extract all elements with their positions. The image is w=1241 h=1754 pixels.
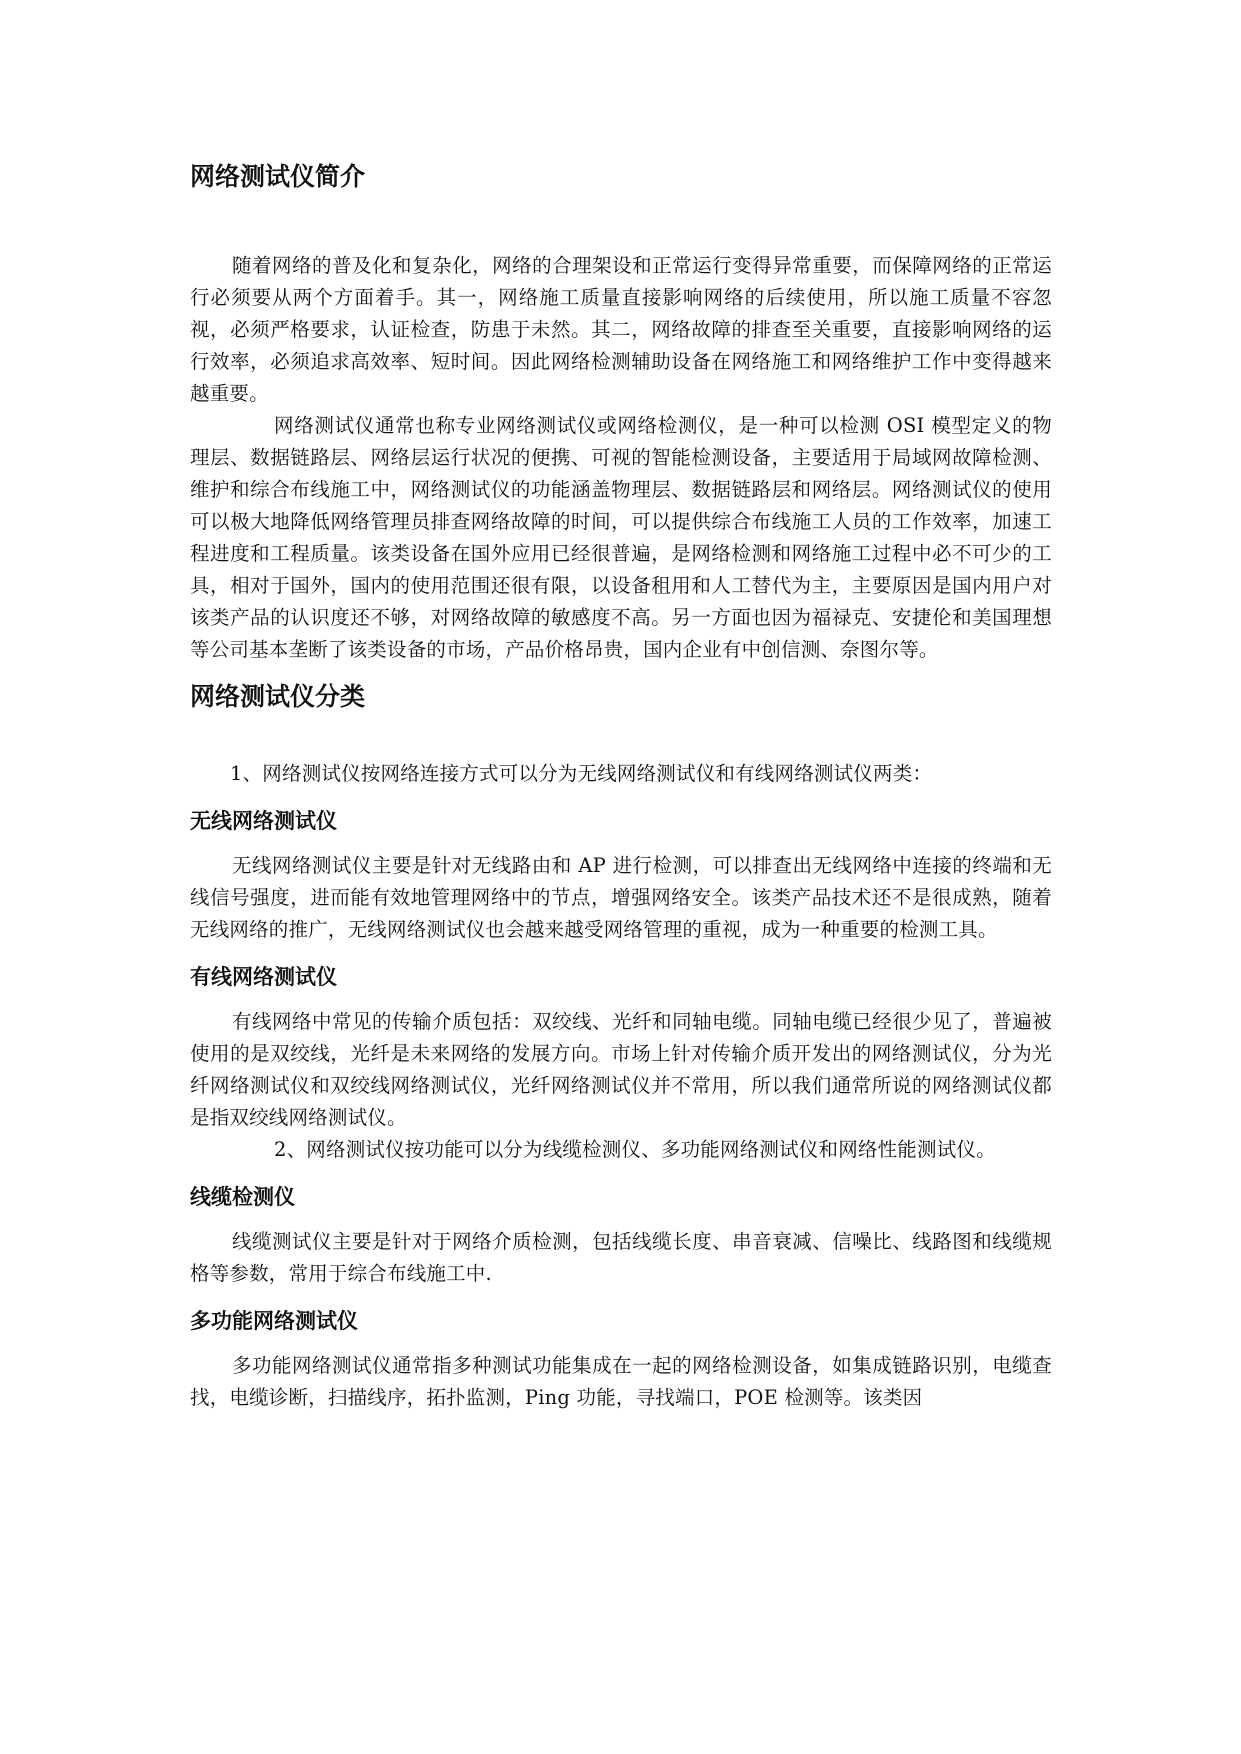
document-body (190, 160, 1052, 1414)
subheading-multifunction-tester: 多功能网络测试仪 (190, 1309, 358, 1333)
paragraph-wireless-tester: 无线网络测试仪主要是针对无线路由和 AP 进行检测，可以排查出无线网络中连接的终端和无线信号强度，进而能有效地管理网络中的节点，增强网络安全。该类产品技术还不是很成熟，随着无线网络的推广，无线网络测试仪也会越来越受网络管理的重视，成为一种重要的检测工具。 (190, 854, 1052, 941)
paragraph-cable-tester: 线缆测试仪主要是针对于网络介质检测，包括线缆长度、串音衰减、信噪比、线路图和线缆规格等参数，常用于综合布线施工中. (190, 1230, 1052, 1285)
subheading-wired-tester: 有线网络测试仪 (190, 965, 337, 989)
section-heading-classification: 网络测试仪分类 (190, 682, 366, 711)
subheading-cable-tester: 线缆检测仪 (190, 1185, 295, 1209)
paragraph-wired-tester: 有线网络中常见的传输介质包括：双绞线、光纤和同轴电缆。同轴电缆已经很少见了，普遍被使用的是双绞线，光纤是未来网络的发展方向。市场上针对传输介质开发出的网络测试仪，分为光纤网络测试仪和双绞线网络测试仪，光纤网络测试仪并不常用，所以我们通常所说的网络测试仪都是指双绞线网络测试仪。 (190, 1010, 1052, 1129)
list-item-classification-1: 1、网络测试仪按网络连接方式可以分为无线网络测试仪和有线网络测试仪两类： (230, 762, 933, 785)
subheading-wireless-tester: 无线网络测试仪 (190, 809, 337, 833)
paragraph-intro-2: 网络测试仪通常也称专业网络测试仪或网络检测仪，是一种可以检测 OSI 模型定义的物理层、数据链路层、网络层运行状况的便携、可视的智能检测设备，主要适用于局域网故障检测、维护和综合布线施工中，网络测试仪的功能涵盖物理层、数据链路层和网络层。网络测试仪的使用可以极大地降低网络管理员排查网络故障的时间，可以提供综合布线施工人员的工作效率，加速工程进度和工程质量。该类设备在国外应用已经很普遍，是网络检测和网络施工过程中必不可少的工具，相对于国外，国内的使用范围还很有限，以设备租用和人工替代为主，主要原因是国内用户对该类产品的认识度还不够，对网络故障的敏感度不高。另一方面也因为福禄克、安捷伦和美国理想等公司基本垄断了该类设备的市场，产品价格昂贵，国内企业有中创信测、奈图尔等。 (190, 414, 1052, 661)
paragraph-intro-1: 随着网络的普及化和复杂化，网络的合理架设和正常运行变得异常重要，而保障网络的正常运行必须要从两个方面着手。其一，网络施工质量直接影响网络的后续使用，所以施工质量不容忽视，必须严格要求，认证检查，防患于未然。其二，网络故障的排查至关重要，直接影响网络的运行效率，必须追求高效率、短时间。因此网络检测辅助设备在网络施工和网络维护工作中变得越来越重要。 (190, 254, 1052, 405)
section-heading-intro: 网络测试仪简介 (190, 162, 366, 191)
list-item-classification-2: 2、网络测试仪按功能可以分为线缆检测仪、多功能网络测试仪和网络性能测试仪。 (274, 1138, 996, 1161)
paragraph-multifunction-tester: 多功能网络测试仪通常指多种测试功能集成在一起的网络检测设备，如集成链路识别，电缆查找，电缆诊断，扫描线序，拓扑监测，Ping 功能，寻找端口，POE 检测等。该类因 (190, 1354, 1052, 1409)
